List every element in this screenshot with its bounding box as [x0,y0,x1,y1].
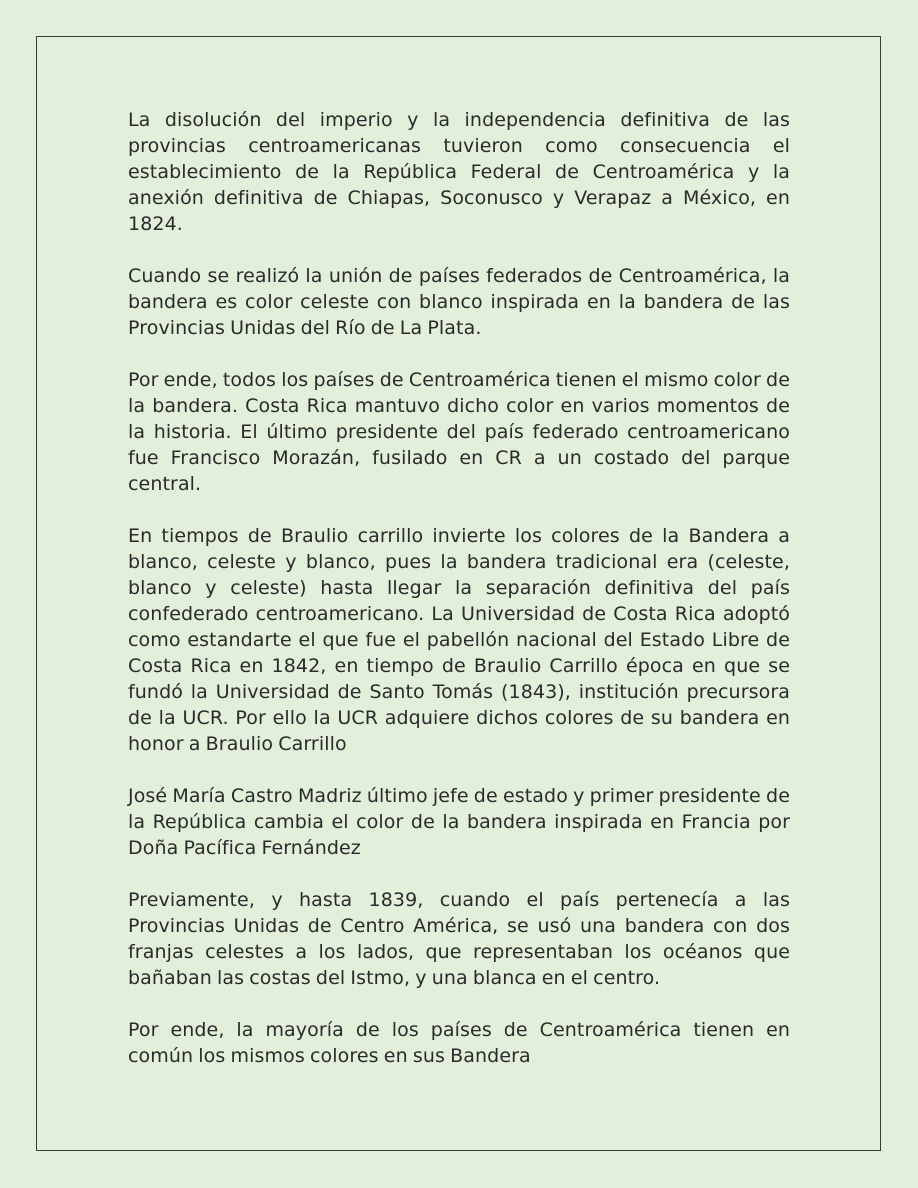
paragraph-color-bandera-morazan: Por ende, todos los países de Centroamérica tienen el mismo color de la bandera. Costa Rica mantuvo dicho color en varios momentos de la historia. El último presidente del país federado centroamericano fue Francisco Morazán, fusilado en CR a un costado del parque central. [128,369,790,495]
document-body [128,107,790,1069]
paragraph-conclusion-colores: Por ende, la mayoría de los países de Centroamérica tienen en común los mismos colores en sus Bandera [128,1019,790,1067]
paragraph-braulio-carrillo-ucr: En tiempos de Braulio carrillo invierte los colores de la Bandera a blanco, celeste y blanco, pues la bandera tradicional era (celeste, blanco y celeste) hasta llegar la separación definitiva del país confederado centroamericano. La Universidad de Costa Rica adoptó como estandarte el que fue el pabellón nacional del Estado Libre de Costa Rica en 1842, en tiempo de Braulio Carrillo época en que se fundó la Universidad de Santo Tomás (1843), institución precursora de la UCR. Por ello la UCR adquiere dichos colores de su bandera en honor a Braulio Carrillo [128,525,790,755]
paragraph-franjas-celestes: Previamente, y hasta 1839, cuando el país pertenecía a las Provincias Unidas de Centro América, se usó una bandera con dos franjas celestes a los lados, que representaban los océanos que bañaban las costas del Istmo, y una blanca en el centro. [128,889,790,989]
paragraph-imperio-disolucion: La disolución del imperio y la independencia definitiva de las provincias centroamericanas tuvieron como consecuencia el establecimiento de la República Federal de Centroamérica y la anexión definitiva de Chiapas, Soconusco y Verapaz a México, en 1824. [128,109,790,235]
paragraph-union-federados: Cuando se realizó la unión de países federados de Centroamérica, la bandera es color celeste con blanco inspirada en la bandera de las Provincias Unidas del Río de La Plata. [128,265,790,339]
paragraph-castro-madriz: José María Castro Madriz último jefe de estado y primer presidente de la República cambia el color de la bandera inspirada en Francia por Doña Pacífica Fernández [128,785,790,859]
